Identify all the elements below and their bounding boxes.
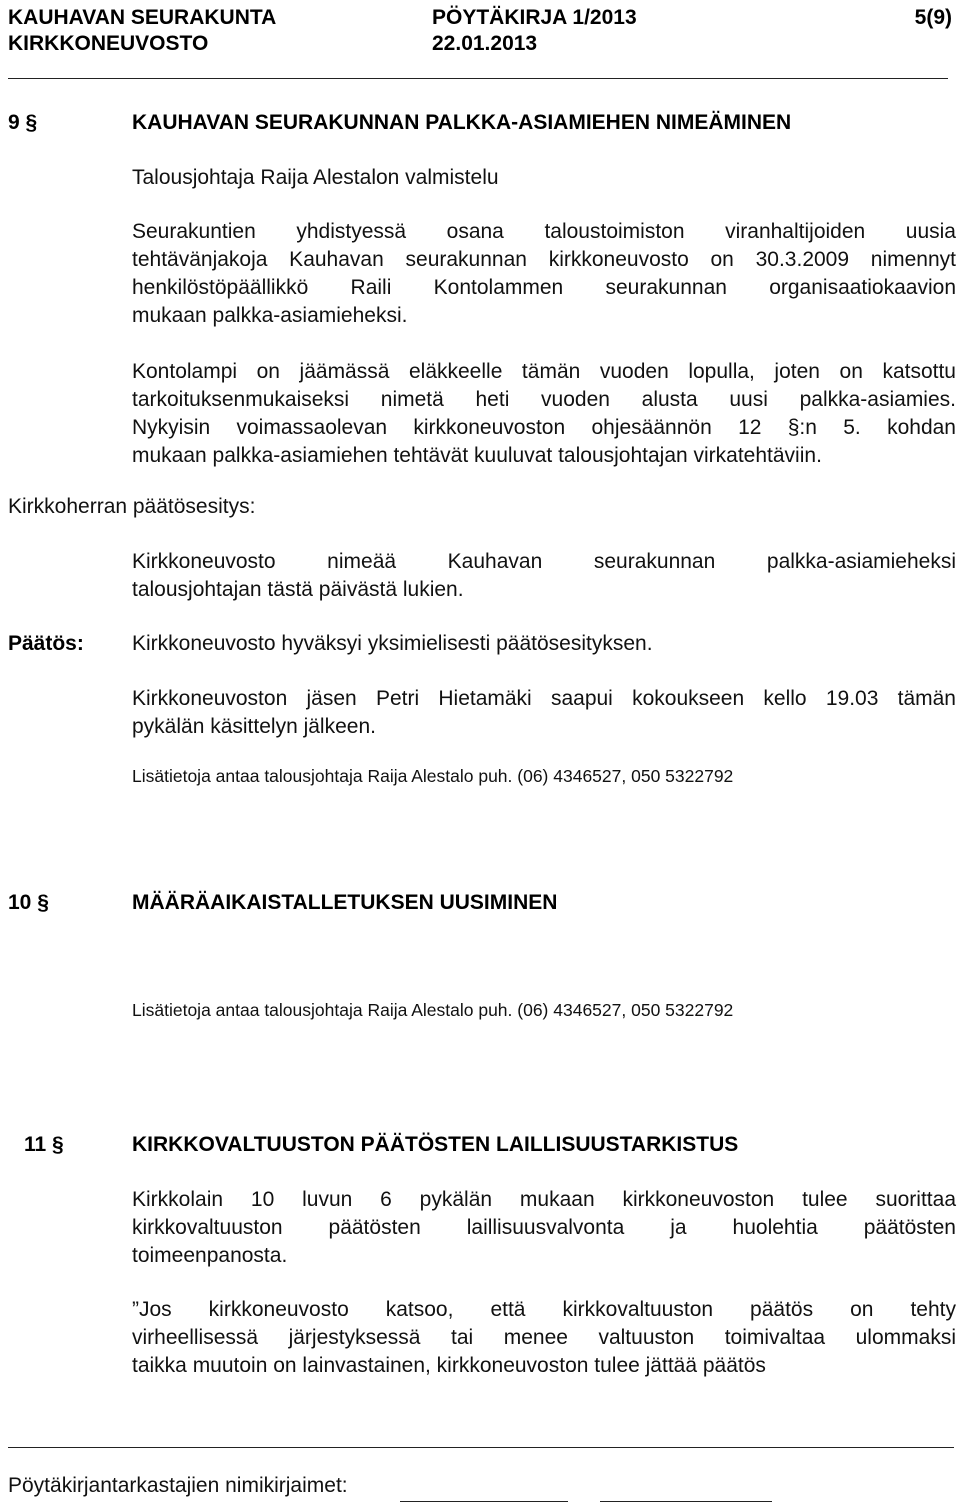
text-line: Kontolampi on jäämässä eläkkeelle tämän vuoden lopulla, joten on katsottu: [132, 360, 956, 383]
text-line: tehtävänjakoja Kauhavan seurakunnan kirkkoneuvosto on 30.3.2009 nimennyt: [132, 248, 956, 271]
section-9-preparer: Talousjohtaja Raija Alestalon valmistelu: [132, 166, 499, 189]
text-line: Nykyisin voimassaolevan kirkkoneuvoston ohjesäännön 12 §:n 5. kohdan: [132, 416, 956, 439]
text-line: virheellisessä järjestyksessä tai menee valtuuston toimivaltaa ulommaksi: [132, 1326, 956, 1349]
text-line: Kirkkoneuvoston jäsen Petri Hietamäki saapui kokoukseen kello 19.03 tämän: [132, 687, 956, 710]
decision-text: Kirkkoneuvosto hyväksyi yksimielisesti päätösesityksen.: [132, 632, 653, 655]
text-line: Kirkkoneuvosto nimeää Kauhavan seurakunnan palkka-asiamieheksi: [132, 550, 956, 573]
header-body: KIRKKONEUVOSTO: [8, 32, 209, 55]
text-line: tarkoituksenmukaiseksi nimetä heti vuoden alusta uusi palkka-asiamies.: [132, 388, 956, 411]
decision-label: Päätös:: [8, 632, 84, 655]
text-line: pykälän käsittelyn jälkeen.: [132, 715, 376, 738]
section-11-quote: [132, 1296, 956, 1380]
text-line: taikka muutoin on lainvastainen, kirkkoneuvoston tulee jättää päätös: [132, 1354, 766, 1377]
text-line: Kirkkolain 10 luvun 6 pykälän mukaan kirkkoneuvoston tulee suorittaa: [132, 1188, 956, 1211]
text-line: mukaan palkka-asiamieheksi.: [132, 304, 408, 327]
text-line: kirkkovaltuuston päätösten laillisuusvalvonta ja huolehtia päätösten: [132, 1216, 956, 1239]
header-org: KAUHAVAN SEURAKUNTA: [8, 6, 277, 29]
section-9-paragraph-2: [132, 358, 956, 470]
signature-line-1: [400, 1501, 568, 1502]
footer-rule: [8, 1447, 954, 1448]
proposal-text: [132, 548, 956, 604]
text-line: ”Jos kirkkoneuvosto katsoo, että kirkkovaltuuston päätös on tehty: [132, 1298, 956, 1321]
header-date: 22.01.2013: [432, 32, 538, 55]
section-11-paragraph-1: [132, 1186, 956, 1270]
proposal-label: Kirkkoherran päätösesitys:: [8, 495, 256, 518]
section-9-paragraph-1: [132, 218, 956, 330]
text-line: toimeenpanosta.: [132, 1244, 288, 1267]
text-line: Seurakuntien yhdistyessä osana taloustoimiston viranhaltijoiden uusia: [132, 220, 956, 243]
signature-line-2: [600, 1501, 772, 1502]
section-9-title: KAUHAVAN SEURAKUNNAN PALKKA-ASIAMIEHEN NIMEÄMINEN: [132, 111, 792, 134]
section-11-title: KIRKKOVALTUUSTON PÄÄTÖSTEN LAILLISUUSTARKISTUS: [132, 1133, 739, 1156]
text-line: mukaan palkka-asiamiehen tehtävät kuuluvat talousjohtajan virkatehtäviin.: [132, 444, 822, 467]
section-9-note: [132, 685, 956, 741]
signature-label: Pöytäkirjantarkastajien nimikirjaimet:: [8, 1474, 348, 1497]
section-9-info: Lisätietoja antaa talousjohtaja Raija Alestalo puh. (06) 4346527, 050 5322792: [132, 766, 734, 786]
header-rule: [8, 78, 948, 79]
section-10-info: Lisätietoja antaa talousjohtaja Raija Alestalo puh. (06) 4346527, 050 5322792: [132, 1000, 734, 1020]
header-page-number: 5(9): [914, 6, 952, 29]
section-10-number: 10 §: [8, 891, 49, 914]
text-line: talousjohtajan tästä päivästä lukien.: [132, 578, 464, 601]
header-doc-title: PÖYTÄKIRJA 1/2013: [432, 6, 637, 29]
section-9-number: 9 §: [8, 111, 38, 134]
section-11-number: 11 §: [24, 1133, 64, 1156]
section-10-title: MÄÄRÄAIKAISTALLETUKSEN UUSIMINEN: [132, 891, 558, 914]
text-line: henkilöstöpäällikkö Raili Kontolammen seurakunnan organisaatiokaavion: [132, 276, 956, 299]
